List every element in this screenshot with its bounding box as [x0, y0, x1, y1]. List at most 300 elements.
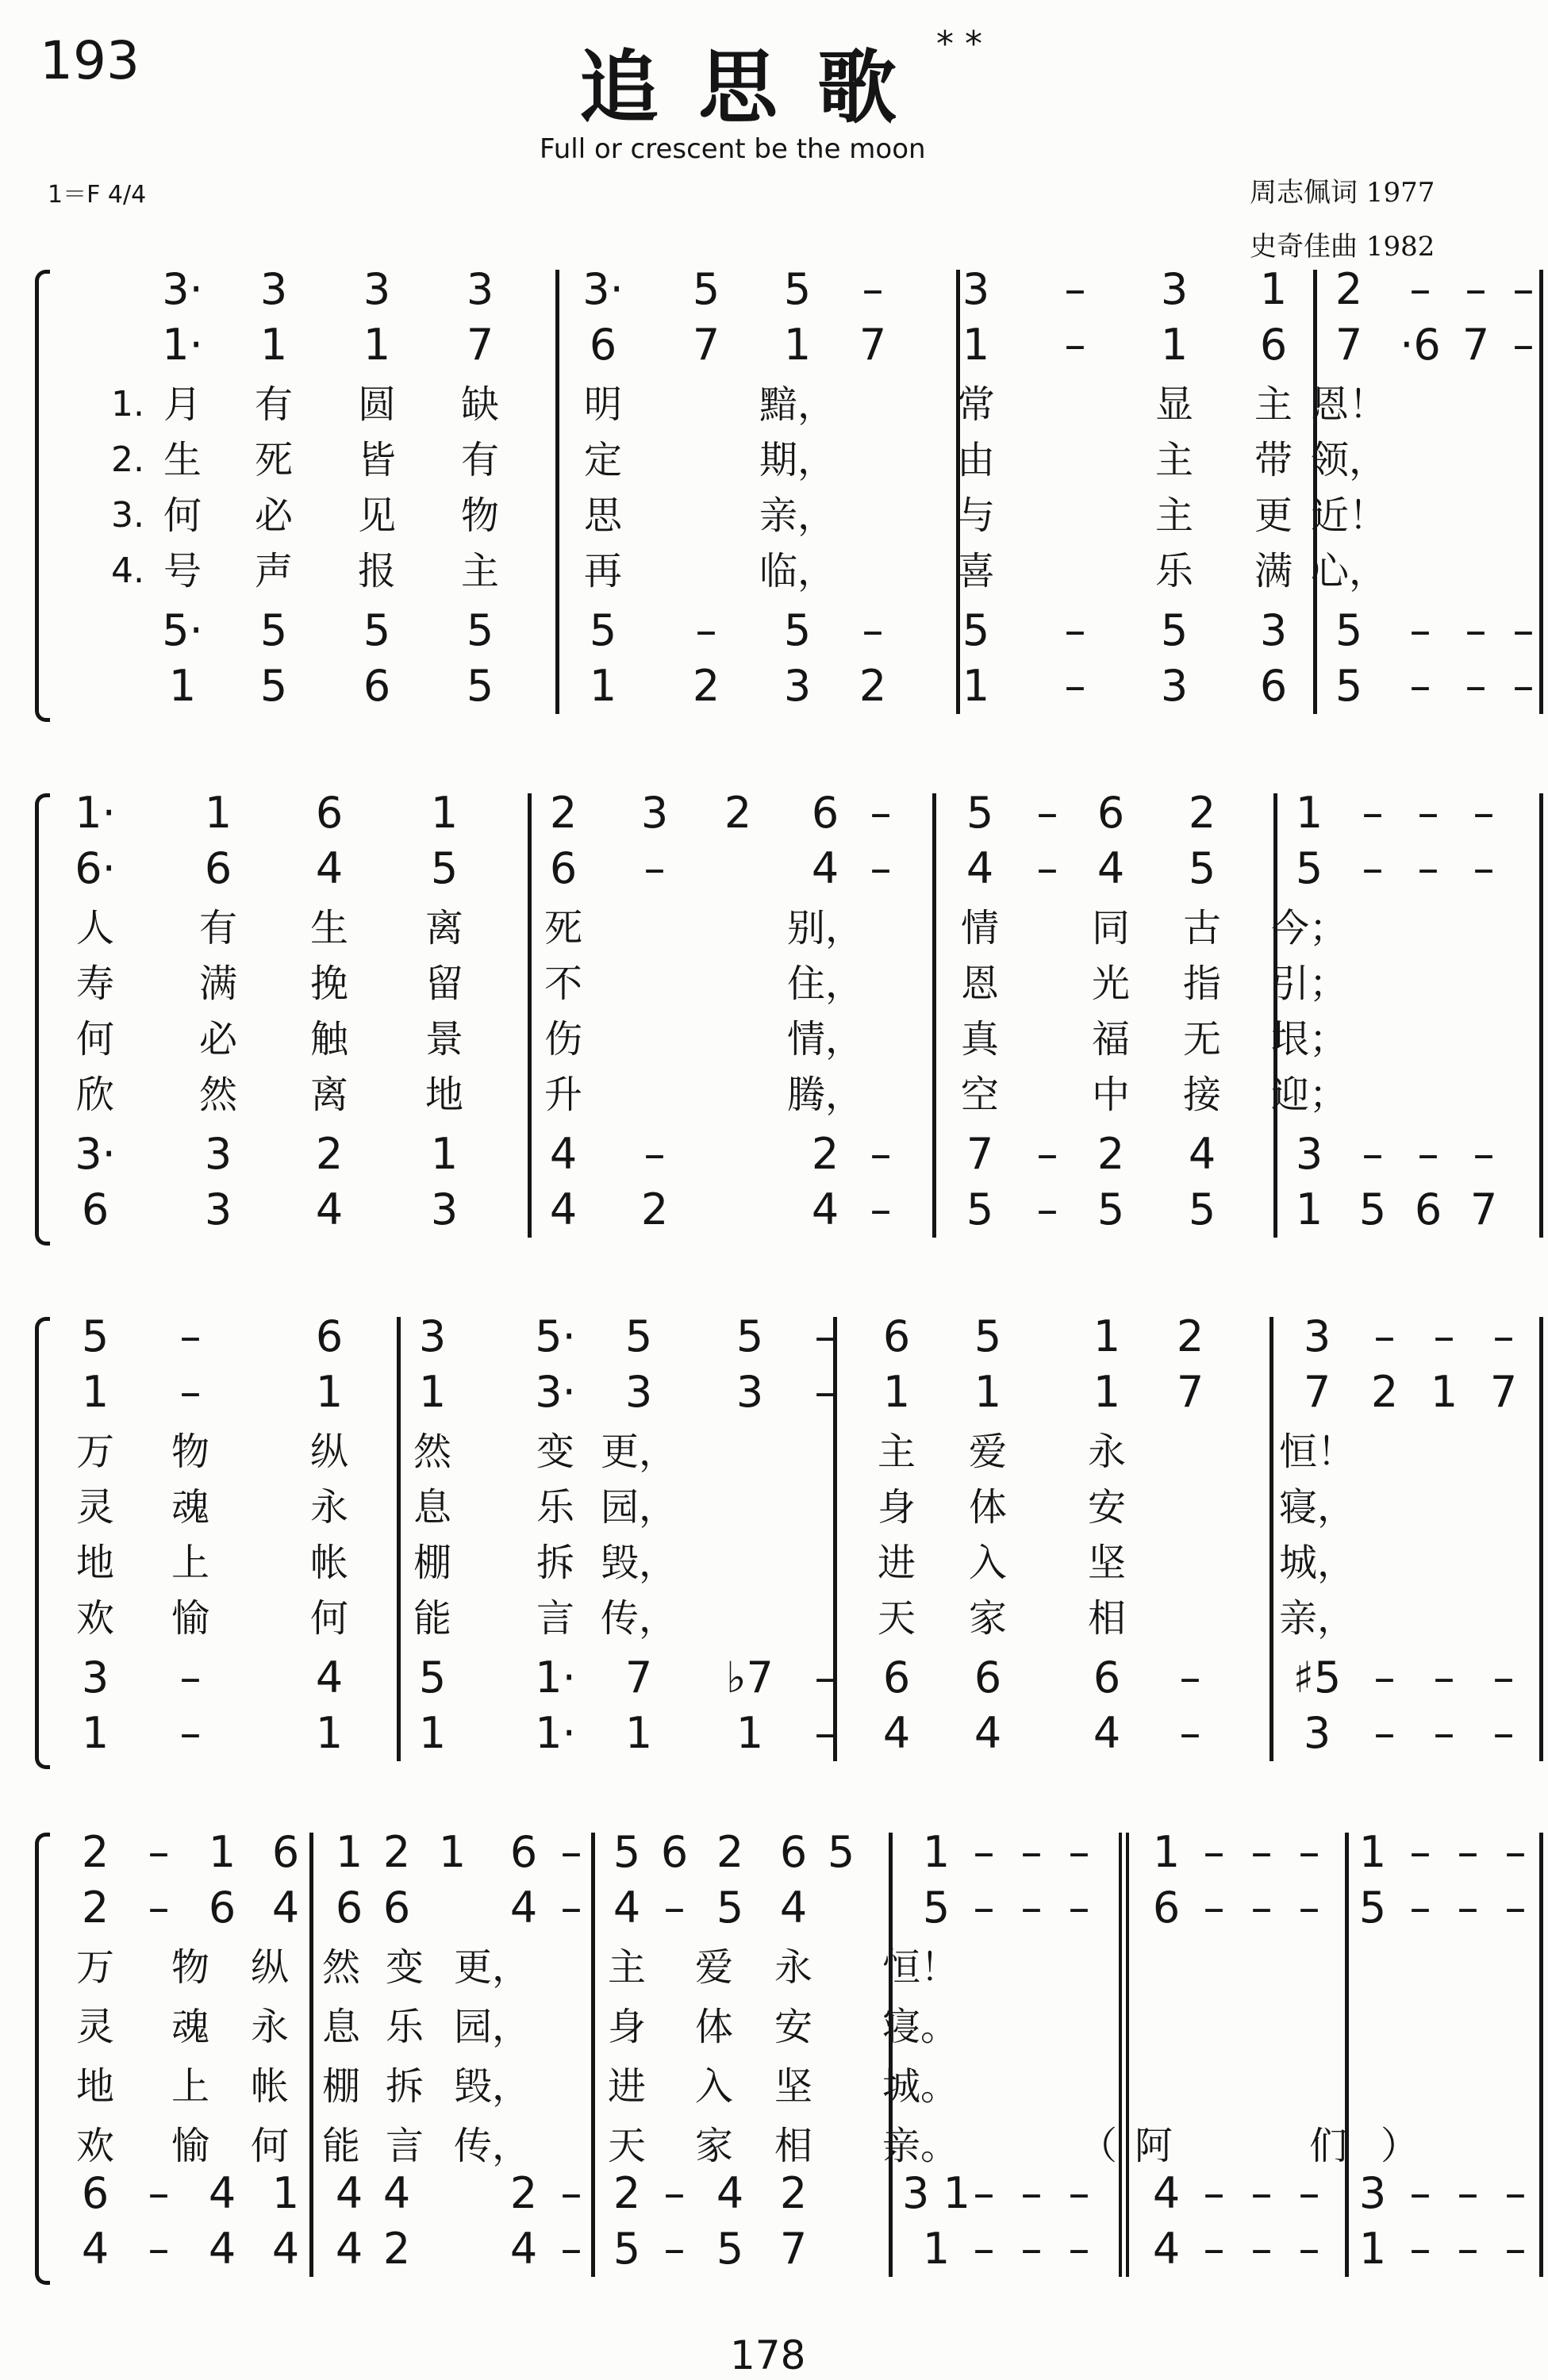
lyric-syllable: 家	[968, 1596, 1007, 1641]
note: –	[973, 2168, 995, 2218]
note: 5	[692, 264, 720, 314]
lyric-syllable: 天	[607, 2124, 646, 2168]
note: –	[148, 1883, 170, 1933]
note: 5	[418, 1653, 447, 1702]
note: –	[870, 1184, 892, 1234]
note: 2	[724, 788, 752, 838]
lyric-syllable: 家	[694, 2124, 733, 2168]
music-system-1	[0, 262, 1548, 730]
note: –	[1409, 1827, 1431, 1877]
lyric-syllable: 期，	[759, 438, 835, 482]
note: –	[1362, 843, 1384, 893]
note: 1	[589, 661, 617, 711]
lyric-syllable: 纵	[309, 1430, 348, 1474]
note: 4	[779, 1883, 808, 1933]
lyric-syllable: 地	[424, 1073, 463, 1117]
note: 5	[962, 605, 990, 655]
note: ♯5	[1293, 1653, 1342, 1702]
lyric-syllable: 思	[583, 493, 622, 538]
note: –	[1373, 1311, 1396, 1361]
lyric-syllable: 息	[413, 1485, 451, 1530]
note: –	[1068, 1827, 1090, 1877]
note: 5	[624, 1311, 653, 1361]
note: –	[148, 2224, 170, 2274]
note: 4	[1152, 2168, 1181, 2218]
note: 1	[315, 1708, 344, 1758]
note: 5	[783, 605, 812, 655]
note: –	[1492, 1653, 1515, 1702]
note: –	[643, 843, 666, 893]
note: –	[1457, 1883, 1479, 1933]
note: –	[1465, 605, 1487, 655]
lyric-syllable: 离	[309, 1073, 348, 1117]
voice-part-1	[0, 1309, 1548, 1365]
lyric-syllable: 能	[321, 2124, 360, 2168]
note: –	[1373, 1653, 1396, 1702]
note: –	[179, 1653, 202, 1702]
lyric-syllable: 主	[1254, 382, 1293, 427]
note: 7	[1335, 320, 1363, 370]
lyric-syllable: 体	[694, 2005, 733, 2049]
note: 2	[1176, 1311, 1204, 1361]
lyric-syllable: 愉	[171, 1596, 209, 1641]
note: 1·	[75, 788, 116, 838]
note: 1	[1152, 1827, 1181, 1877]
note: 6	[882, 1653, 911, 1702]
note: 4	[271, 2224, 300, 2274]
voice-part-2	[0, 1365, 1548, 1420]
note: –	[1020, 1827, 1043, 1877]
voice-part-4	[0, 2221, 1548, 2277]
note: –	[1064, 661, 1086, 711]
note: 2	[382, 2224, 411, 2274]
lyric-syllable: 声	[254, 549, 293, 593]
note: 6	[1259, 320, 1288, 370]
note: –	[179, 1708, 202, 1758]
note: 6	[1097, 788, 1125, 838]
note: ·6	[1400, 320, 1441, 370]
lyric-syllable: 死	[544, 906, 582, 950]
note: 5	[783, 264, 812, 314]
note: –	[1068, 2168, 1090, 2218]
lyric-syllable: 皆	[357, 438, 396, 482]
lyric-syllable: 变	[536, 1430, 574, 1474]
note: 4	[1093, 1708, 1121, 1758]
lyric-syllable: 主	[877, 1430, 916, 1474]
note: 1	[81, 1708, 109, 1758]
note: –	[814, 1367, 836, 1417]
note: 4	[315, 1184, 344, 1234]
note: 4	[382, 2168, 411, 2218]
lyric-syllable: 与	[956, 493, 995, 538]
note: –	[973, 2224, 995, 2274]
lyric-syllable: 物	[460, 493, 499, 538]
note: 6	[1093, 1653, 1121, 1702]
lyric-syllable: 身	[877, 1485, 916, 1530]
hymn-number: 193	[40, 30, 140, 91]
note: –	[870, 788, 892, 838]
note: –	[1512, 605, 1535, 655]
note: 6	[81, 1184, 109, 1234]
note: 5	[966, 788, 994, 838]
note: –	[1250, 2224, 1273, 2274]
note: 5	[974, 1311, 1002, 1361]
lyric-syllable: 何	[250, 2124, 289, 2168]
note: 3	[1259, 605, 1288, 655]
lyric-syllable: 爱	[968, 1430, 1007, 1474]
voice-part-1	[0, 262, 1548, 317]
note: 5	[1097, 1184, 1125, 1234]
note: 3	[466, 264, 494, 314]
lyric-syllable: 福	[1091, 1017, 1130, 1061]
note: 1	[430, 788, 459, 838]
note: –	[1298, 2224, 1320, 2274]
note: 4	[509, 1883, 538, 1933]
lyric-syllable: 毁，	[600, 1541, 677, 1585]
note: –	[1298, 2168, 1320, 2218]
note: –	[1417, 1129, 1439, 1179]
note: 3·	[582, 264, 624, 314]
note: 4	[549, 1129, 578, 1179]
lyric-syllable: 城，	[1278, 1541, 1355, 1585]
lyric-syllable: 主	[460, 549, 499, 593]
lyric-syllable: 无	[1182, 1017, 1221, 1061]
lyric-syllable: 带	[1254, 438, 1293, 482]
voice-part-4	[0, 1182, 1548, 1238]
note: 6	[1414, 1184, 1442, 1234]
note: –	[814, 1653, 836, 1702]
note: 3	[430, 1184, 459, 1234]
lyric-syllable: 拆	[536, 1541, 574, 1585]
note: –	[1512, 264, 1535, 314]
note: 2	[640, 1184, 669, 1234]
lyric-syllable: 地	[75, 1541, 114, 1585]
lyric-syllable: 物	[171, 1430, 209, 1474]
note: 3	[1160, 661, 1189, 711]
lyric-syllable: 帐	[309, 1541, 348, 1585]
lyric-syllable: 入	[694, 2064, 733, 2109]
note: –	[179, 1311, 202, 1361]
amen-text: 阿	[1135, 2124, 1173, 2168]
lyric-syllable: 寝，	[1278, 1485, 1355, 1530]
lyric-syllable: 明	[583, 382, 622, 427]
lyric-syllable: 有	[460, 438, 499, 482]
note: –	[1512, 320, 1535, 370]
lyric-syllable: 相	[1087, 1596, 1126, 1641]
note: 3·	[535, 1367, 576, 1417]
lyric-syllable: 报	[357, 549, 396, 593]
note: 4	[613, 1883, 641, 1933]
lyric-syllable: 灵	[75, 2005, 114, 2049]
lyric-syllable: 能	[413, 1596, 451, 1641]
note: 7	[859, 320, 887, 370]
lyric-syllable: 何	[309, 1596, 348, 1641]
note: 4	[335, 2168, 363, 2218]
amen-text: （	[1079, 2124, 1118, 2168]
note: 5	[259, 661, 288, 711]
note: 1	[1259, 264, 1288, 314]
lyric-syllable: 同	[1091, 906, 1130, 950]
note: 2	[549, 788, 578, 838]
note: 4	[509, 2224, 538, 2274]
note: –	[1409, 1883, 1431, 1933]
lyric-syllable: 号	[163, 549, 202, 593]
lyric-syllable: 今；	[1270, 906, 1347, 950]
note: 5	[466, 605, 494, 655]
note: –	[1068, 1883, 1090, 1933]
lyric-syllable: 亲。	[882, 2124, 958, 2168]
note: –	[1409, 264, 1431, 314]
lyric-syllable: 变	[385, 1945, 424, 1990]
note: –	[1036, 788, 1058, 838]
note: 1	[783, 320, 812, 370]
lyric-syllable: 必	[254, 493, 293, 538]
note: 3	[1160, 264, 1189, 314]
note: 5	[430, 843, 459, 893]
music-system-4	[0, 1825, 1548, 2324]
lyric-syllable: 黯，	[759, 382, 835, 427]
note: 4	[315, 1653, 344, 1702]
note: 5	[613, 2224, 641, 2274]
note: –	[973, 1883, 995, 1933]
lyric-syllable: 魂	[171, 2005, 209, 2049]
lyric-syllable: 光	[1091, 962, 1130, 1006]
lyric-syllable: 真	[960, 1017, 999, 1061]
note: –	[1492, 1708, 1515, 1758]
voice-part-3	[0, 1650, 1548, 1706]
note: 6	[81, 2168, 109, 2218]
page-number: 178	[730, 2332, 806, 2378]
note: 5	[589, 605, 617, 655]
note: –	[1473, 843, 1495, 893]
lyric-syllable: 坚	[1087, 1541, 1126, 1585]
note: –	[1250, 1883, 1273, 1933]
note: –	[1457, 2168, 1479, 2218]
voice-part-3	[0, 1127, 1548, 1182]
note: 6	[811, 788, 839, 838]
key-signature: 1＝F 4/4	[48, 181, 147, 209]
note: 4	[1152, 2224, 1181, 2274]
lyric-syllable: 情，	[786, 1017, 863, 1061]
note: –	[1203, 2224, 1225, 2274]
note: –	[560, 1827, 582, 1877]
note: –	[1409, 605, 1431, 655]
note: 6·	[75, 843, 116, 893]
note: –	[1298, 1883, 1320, 1933]
note: 3	[259, 264, 288, 314]
note: 6	[363, 661, 391, 711]
note: –	[1433, 1708, 1455, 1758]
lyric-syllable: 乐	[536, 1485, 574, 1530]
note: 7	[692, 320, 720, 370]
note: 6	[549, 843, 578, 893]
note: –	[695, 605, 717, 655]
note: –	[1064, 264, 1086, 314]
lyric-syllable: 主	[1154, 438, 1193, 482]
note: 5	[1188, 843, 1216, 893]
note: –	[1457, 2224, 1479, 2274]
note: –	[870, 1129, 892, 1179]
note: –	[1250, 2168, 1273, 2218]
lyric-syllable: 永	[309, 1485, 348, 1530]
note: 4	[315, 843, 344, 893]
note: 3	[736, 1367, 764, 1417]
note: –	[1504, 2168, 1527, 2218]
lyric-syllable: 升	[544, 1073, 582, 1117]
note: 5·	[535, 1311, 576, 1361]
note: 3	[1303, 1708, 1331, 1758]
note: 1	[1358, 2224, 1387, 2274]
note: 3	[640, 788, 669, 838]
note: 4	[208, 2224, 236, 2274]
note: 7	[966, 1129, 994, 1179]
note: –	[1465, 661, 1487, 711]
lyric-syllable: 亲，	[1278, 1596, 1355, 1641]
lyric-syllable: 亲，	[759, 493, 835, 538]
note: –	[1417, 788, 1439, 838]
note: 5	[259, 605, 288, 655]
lyric-syllable: 万	[75, 1430, 114, 1474]
note: 5	[716, 2224, 744, 2274]
lyric-syllable: 物	[171, 1945, 209, 1990]
note: –	[1036, 843, 1058, 893]
voice-part-3	[0, 2166, 1548, 2221]
note: 2	[692, 661, 720, 711]
lyric-syllable: 触	[309, 1017, 348, 1061]
lyric-syllable: 何	[75, 1017, 114, 1061]
lyric-syllable: 圆	[357, 382, 396, 427]
note: –	[663, 2168, 686, 2218]
note: 6	[204, 843, 232, 893]
lyric-syllable: 棚	[321, 2064, 360, 2109]
note: 3	[962, 264, 990, 314]
note: 7	[466, 320, 494, 370]
note: –	[1492, 1311, 1515, 1361]
note: 3	[363, 264, 391, 314]
lyric-syllable: 地	[75, 2064, 114, 2109]
note: 6	[779, 1827, 808, 1877]
lyric-syllable: 息	[321, 2005, 360, 2049]
lyric-syllable: 领，	[1310, 438, 1387, 482]
note: 5·	[162, 605, 203, 655]
lyric-syllable: 迎；	[1270, 1073, 1347, 1117]
note: –	[862, 264, 884, 314]
lyric-syllable: 生	[163, 438, 202, 482]
note: 2	[382, 1827, 411, 1877]
lyric-syllable: 接	[1182, 1073, 1221, 1117]
note: –	[814, 1708, 836, 1758]
note: 6	[382, 1883, 411, 1933]
note: 3	[1358, 2168, 1387, 2218]
note: 4	[549, 1184, 578, 1234]
note: 5	[736, 1311, 764, 1361]
note: 5	[1295, 843, 1323, 893]
note: 1	[1295, 788, 1323, 838]
lyric-syllable: 进	[877, 1541, 916, 1585]
note: –	[1409, 661, 1431, 711]
note: 2	[1370, 1367, 1399, 1417]
note: 1	[315, 1367, 344, 1417]
note: 3	[1303, 1311, 1331, 1361]
voice-part-2	[0, 317, 1548, 373]
note: –	[1020, 2168, 1043, 2218]
note: 5	[1358, 1184, 1387, 1234]
note: 1	[81, 1367, 109, 1417]
lyric-syllable: 垠；	[1270, 1017, 1347, 1061]
note: 4	[81, 2224, 109, 2274]
note: –	[1203, 1827, 1225, 1877]
note: –	[1203, 1883, 1225, 1933]
note: 1	[1358, 1827, 1387, 1877]
lyric-syllable: 相	[774, 2124, 812, 2168]
lyric-syllable: 园，	[453, 2005, 530, 2049]
note: –	[1504, 1827, 1527, 1877]
note: 1	[974, 1367, 1002, 1417]
note: 7	[1469, 1184, 1498, 1234]
note: –	[870, 843, 892, 893]
voice-part-3	[0, 603, 1548, 658]
note: 1	[922, 2224, 951, 2274]
note: 7	[1462, 320, 1490, 370]
english-subtitle: Full or crescent be the moon	[540, 133, 926, 165]
lyric-syllable: 永	[250, 2005, 289, 2049]
lyric-syllable: 欣	[75, 1073, 114, 1117]
lyric-syllable: 主	[607, 1945, 646, 1990]
lyric-syllable: 言	[385, 2124, 424, 2168]
note: 1	[271, 2168, 300, 2218]
lyric-syllable: 伤	[544, 1017, 582, 1061]
note: 3	[204, 1184, 232, 1234]
note: 2	[613, 2168, 641, 2218]
lyric-syllable: 坚	[774, 2064, 812, 2109]
lyric-syllable: 愉	[171, 2124, 209, 2168]
note: 1	[922, 1827, 951, 1877]
voice-part-1	[0, 785, 1548, 841]
note: –	[1203, 2168, 1225, 2218]
note: 7	[779, 2224, 808, 2274]
note: 1	[1093, 1367, 1121, 1417]
note: –	[148, 2168, 170, 2218]
note: –	[1373, 1708, 1396, 1758]
note: 2	[1335, 264, 1363, 314]
note: 1	[204, 788, 232, 838]
note: 1	[259, 320, 288, 370]
note: 5	[1335, 661, 1363, 711]
note: 2	[81, 1827, 109, 1877]
verse-number: 2.	[111, 440, 144, 480]
note: 1	[335, 1827, 363, 1877]
note: –	[663, 1883, 686, 1933]
composer-credit: 史奇佳曲 1982	[1250, 231, 1435, 263]
lyric-syllable: 寝。	[882, 2005, 958, 2049]
note: 6	[208, 1883, 236, 1933]
music-system-3	[0, 1309, 1548, 1777]
note: –	[560, 2168, 582, 2218]
note: –	[1433, 1311, 1455, 1361]
note: –	[862, 605, 884, 655]
voice-part-4	[0, 658, 1548, 714]
lyric-syllable: 欢	[75, 1596, 114, 1641]
note: 1	[736, 1708, 764, 1758]
note: –	[1465, 264, 1487, 314]
lyric-syllable: 毁，	[453, 2064, 530, 2109]
note: –	[814, 1311, 836, 1361]
music-system-2	[0, 785, 1548, 1253]
lyric-syllable: 缺	[460, 382, 499, 427]
note: 4	[811, 843, 839, 893]
note: 6	[271, 1827, 300, 1877]
note: 1	[1295, 1184, 1323, 1234]
